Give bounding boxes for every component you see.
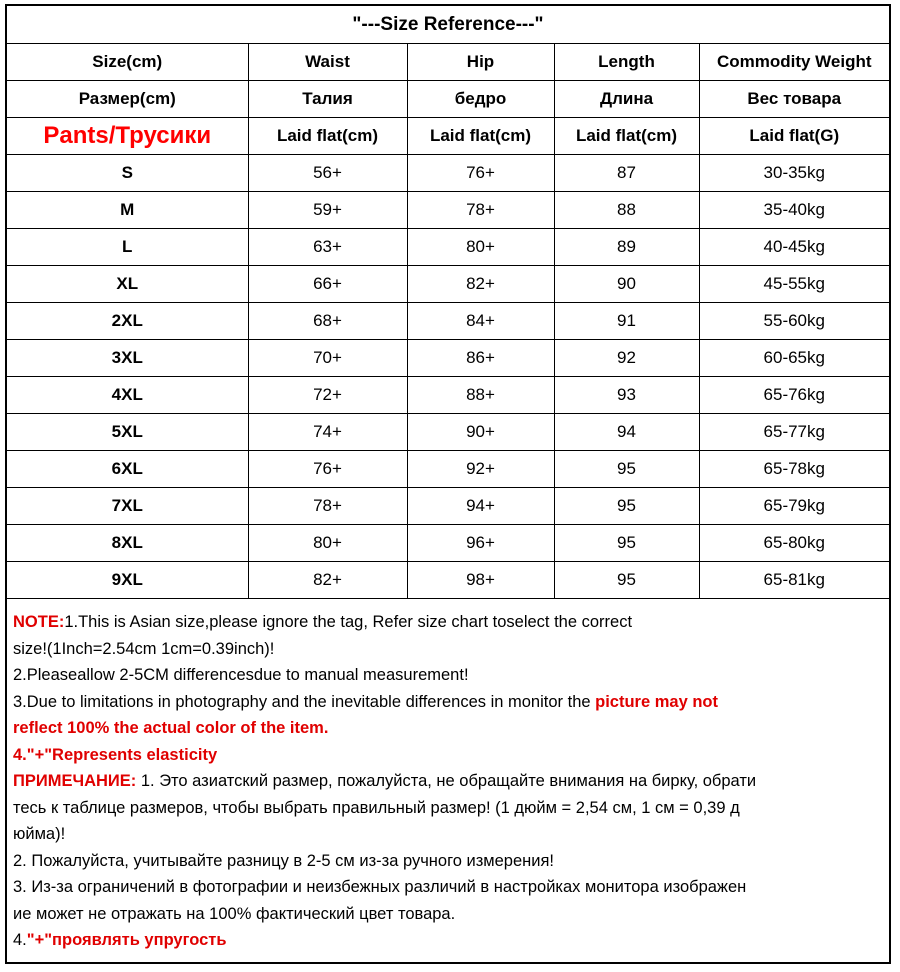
hip-cell: 86+ <box>407 340 554 377</box>
table-row <box>7 303 889 340</box>
table-title: "---Size Reference---" <box>7 6 889 44</box>
header-hip: Hip <box>407 44 554 81</box>
header-length-ru: Длина <box>554 81 699 118</box>
weight-cell: 35-40kg <box>699 192 889 229</box>
weight-cell: 40-45kg <box>699 229 889 266</box>
note-text-1: 1.This is Asian size,please ignore the tag, Refer size chart toselect the correct <box>64 613 633 631</box>
ru-note-line-5: 3. Из-за ограничений в фотографии и неизбежных различий в настройках монитора изображен <box>13 878 747 896</box>
header-weight-ru: Вес товара <box>699 81 889 118</box>
hip-cell: 82+ <box>407 266 554 303</box>
size-cell: XL <box>7 266 248 303</box>
table-row <box>7 562 889 599</box>
pants-label: Pants/Трусики <box>7 118 248 155</box>
waist-cell: 63+ <box>248 229 407 266</box>
ru-note-text-7-red: "+"проявлять упругость <box>26 931 227 949</box>
hip-cell: 78+ <box>407 192 554 229</box>
ru-note-line-6: ие может не отражать на 100% фактический цвет товара. <box>13 904 456 923</box>
note-line-1 <box>13 609 881 636</box>
note-line-5: reflect 100% the actual color of the item. <box>13 719 329 737</box>
waist-cell: 70+ <box>248 340 407 377</box>
ru-note-line-2: тесь к таблице размеров, чтобы выбрать правильный размер! (1 дюйм = 2,54 см, 1 см = 0,39 д <box>13 798 740 817</box>
length-cell: 95 <box>554 451 699 488</box>
weight-cell: 65-76kg <box>699 377 889 414</box>
length-cell: 95 <box>554 562 699 599</box>
length-cell: 92 <box>554 340 699 377</box>
waist-cell: 74+ <box>248 414 407 451</box>
header-waist: Waist <box>248 44 407 81</box>
waist-cell: 72+ <box>248 377 407 414</box>
table-row <box>7 488 889 525</box>
ru-note-line-1 <box>13 768 881 795</box>
ru-note-line-3: юйма)! <box>13 825 66 843</box>
weight-cell: 65-78kg <box>699 451 889 488</box>
table-row <box>7 192 889 229</box>
header-size-ru: Размер(cm) <box>7 81 248 118</box>
size-cell: L <box>7 229 248 266</box>
header-row-ru <box>7 81 889 118</box>
weight-cell: 65-81kg <box>699 562 889 599</box>
weight-cell: 65-79kg <box>699 488 889 525</box>
weight-cell: 65-77kg <box>699 414 889 451</box>
hip-cell: 94+ <box>407 488 554 525</box>
size-cell: 9XL <box>7 562 248 599</box>
measure-weight: Laid flat(G) <box>699 118 889 155</box>
note-text-4: 3.Due to limitations in photography and the inevitable differences in monitor the <box>13 692 596 711</box>
length-cell: 93 <box>554 377 699 414</box>
size-cell: 4XL <box>7 377 248 414</box>
table-row <box>7 266 889 303</box>
hip-cell: 92+ <box>407 451 554 488</box>
length-cell: 87 <box>554 155 699 192</box>
waist-cell: 78+ <box>248 488 407 525</box>
notes-section <box>13 609 881 954</box>
weight-cell: 45-55kg <box>699 266 889 303</box>
note-line-2: size!(1Inch=2.54cm 1cm=0.39inch)! <box>13 639 275 658</box>
waist-cell: 68+ <box>248 303 407 340</box>
note-label: NOTE: <box>13 613 65 631</box>
table-row <box>7 155 889 192</box>
size-table <box>7 6 889 599</box>
length-cell: 91 <box>554 303 699 340</box>
weight-cell: 60-65kg <box>699 340 889 377</box>
header-waist-ru: Талия <box>248 81 407 118</box>
ru-note-label: ПРИМЕЧАНИЕ: <box>13 772 137 790</box>
table-row <box>7 377 889 414</box>
header-row-en <box>7 44 889 81</box>
waist-cell: 80+ <box>248 525 407 562</box>
header-row-measure <box>7 118 889 155</box>
measure-hip: Laid flat(cm) <box>407 118 554 155</box>
table-row <box>7 340 889 377</box>
header-hip-ru: бедро <box>407 81 554 118</box>
hip-cell: 76+ <box>407 155 554 192</box>
length-cell: 88 <box>554 192 699 229</box>
hip-cell: 90+ <box>407 414 554 451</box>
hip-cell: 96+ <box>407 525 554 562</box>
hip-cell: 84+ <box>407 303 554 340</box>
size-cell: 5XL <box>7 414 248 451</box>
title-row <box>7 6 889 44</box>
header-weight: Commodity Weight <box>699 44 889 81</box>
length-cell: 89 <box>554 229 699 266</box>
size-cell: S <box>7 155 248 192</box>
ru-note-line-7 <box>13 927 881 954</box>
hip-cell: 98+ <box>407 562 554 599</box>
table-row <box>7 451 889 488</box>
size-cell: M <box>7 192 248 229</box>
length-cell: 94 <box>554 414 699 451</box>
weight-cell: 55-60kg <box>699 303 889 340</box>
ru-note-text-7: 4. <box>13 931 27 949</box>
weight-cell: 65-80kg <box>699 525 889 562</box>
note-line-6: 4."+"Represents elasticity <box>13 745 218 764</box>
hip-cell: 80+ <box>407 229 554 266</box>
size-cell: 6XL <box>7 451 248 488</box>
hip-cell: 88+ <box>407 377 554 414</box>
size-chart-frame <box>5 4 891 964</box>
size-cell: 2XL <box>7 303 248 340</box>
waist-cell: 82+ <box>248 562 407 599</box>
length-cell: 95 <box>554 488 699 525</box>
waist-cell: 59+ <box>248 192 407 229</box>
weight-cell: 30-35kg <box>699 155 889 192</box>
waist-cell: 76+ <box>248 451 407 488</box>
note-line-3: 2.Pleaseallow 2-5CM differencesdue to manual measurement! <box>13 666 469 684</box>
table-row <box>7 525 889 562</box>
length-cell: 90 <box>554 266 699 303</box>
measure-waist: Laid flat(cm) <box>248 118 407 155</box>
note-line-4 <box>13 689 881 716</box>
header-size: Size(cm) <box>7 44 248 81</box>
ru-note-text-1: 1. Это азиатский размер, пожалуйста, не обращайте внимания на бирку, обрати <box>136 772 757 790</box>
length-cell: 95 <box>554 525 699 562</box>
ru-note-line-4: 2. Пожалуйста, учитывайте разницу в 2-5 см из-за ручного измерения! <box>13 851 555 870</box>
table-row <box>7 414 889 451</box>
waist-cell: 56+ <box>248 155 407 192</box>
table-row <box>7 229 889 266</box>
header-length: Length <box>554 44 699 81</box>
measure-length: Laid flat(cm) <box>554 118 699 155</box>
size-cell: 3XL <box>7 340 248 377</box>
size-cell: 7XL <box>7 488 248 525</box>
size-cell: 8XL <box>7 525 248 562</box>
note-text-4-red: picture may not <box>595 692 718 711</box>
waist-cell: 66+ <box>248 266 407 303</box>
